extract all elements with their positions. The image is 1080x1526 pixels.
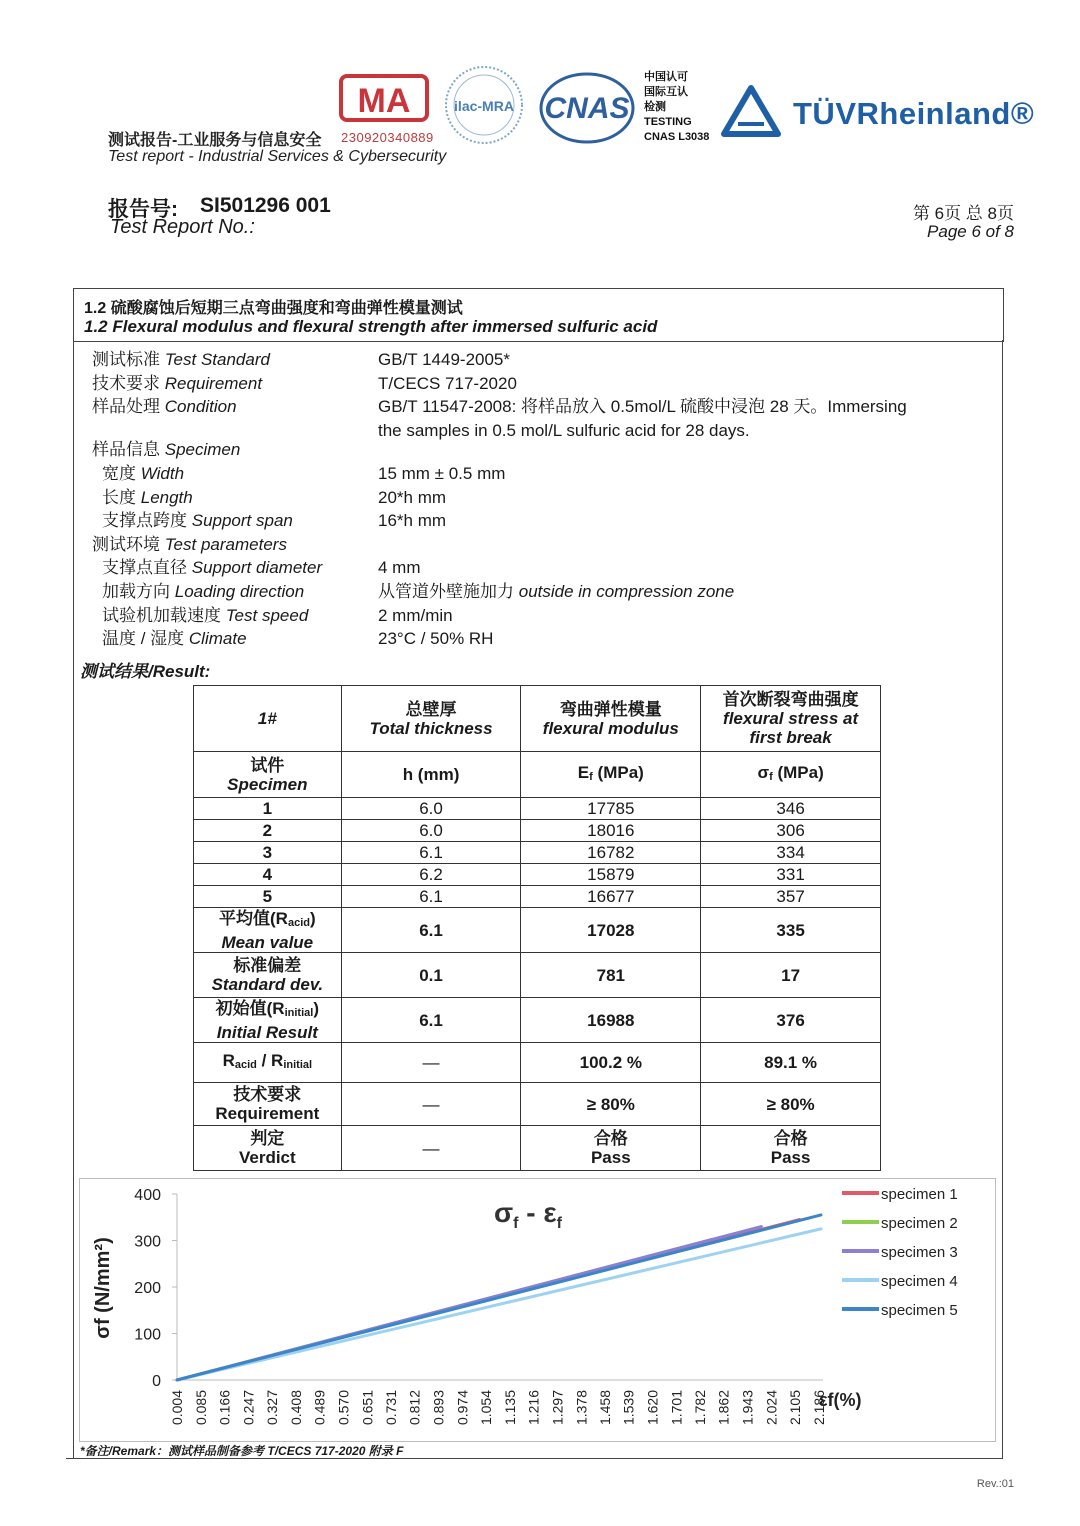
header-cell (701, 686, 881, 752)
info-key-cn: 支撑点跨度 (102, 511, 187, 531)
cma-logo (337, 72, 431, 124)
cell-h: — (341, 1126, 521, 1171)
page-number-en: Page 6 of 8 (927, 222, 1014, 241)
cnas-line: 检测 (644, 101, 666, 113)
x-tick-label: 0.651 (359, 1390, 376, 1426)
verdict-en: Pass (590, 1148, 631, 1167)
cell-s: 334 (701, 842, 881, 864)
chart-title-dash: - (518, 1197, 544, 1228)
x-tick-label: 0.731 (382, 1390, 399, 1426)
verdict-cn: 合格 (773, 1129, 808, 1148)
table-row-initial (194, 998, 881, 1043)
chart-title (494, 1197, 563, 1232)
x-tick-label: 1.782 (692, 1390, 709, 1426)
results-table (193, 685, 881, 1171)
y-tick-label: 400 (134, 1187, 161, 1204)
x-tick-label: 2.105 (787, 1390, 804, 1426)
cnas-logo-text: CNAS (544, 92, 630, 125)
cell-id: 2 (194, 820, 342, 842)
header-en: Total thickness (369, 718, 493, 738)
report-no-label-cn: 报告号: (108, 198, 178, 221)
header-en: flexural modulus (542, 718, 679, 738)
cell-id: 1 (194, 798, 342, 820)
table-row (194, 798, 881, 820)
x-tick-label: 2.186 (811, 1390, 827, 1426)
info-params (92, 533, 972, 557)
cnas-logo (538, 70, 636, 146)
table-row-std (194, 953, 881, 998)
info-key-en: Length (140, 487, 193, 507)
test-info-list (92, 348, 972, 651)
cell-e: 15879 (521, 864, 701, 886)
units-cell: h (mm) (341, 752, 521, 798)
cell-id: 4 (194, 864, 342, 886)
info-key-en: Test parameters (164, 534, 287, 554)
cma-logo-text: MA (357, 82, 411, 120)
x-tick-label: 1.135 (501, 1390, 518, 1426)
cell-h: 6.1 (341, 842, 521, 864)
cell-s: 376 (701, 998, 881, 1043)
cell-label (194, 953, 342, 998)
x-tick-label: 0.893 (430, 1390, 447, 1426)
legend-label: specimen 4 (881, 1273, 958, 1290)
info-value: 2 mm/min (378, 605, 453, 625)
x-tick-label: 0.570 (335, 1390, 352, 1426)
cnas-line: CNAS L3038 (644, 131, 710, 143)
cell-e: 18016 (521, 820, 701, 842)
x-tick-label: 0.327 (264, 1390, 281, 1426)
header-en: first break (749, 728, 832, 747)
header-cn: 总壁厚 (405, 699, 457, 719)
cell-h: 0.1 (341, 953, 521, 998)
info-key-en: Support diameter (191, 558, 323, 578)
header-cell (341, 686, 521, 752)
label-sub: initial (284, 1006, 314, 1019)
info-specimen (92, 438, 972, 462)
label-en: Verdict (238, 1148, 296, 1167)
info-key-cn: 试验机加载速度 (102, 605, 221, 625)
cell-e: 16782 (521, 842, 701, 864)
chart-x-label: εf(%) (819, 1390, 862, 1410)
cell-s: 17 (701, 953, 881, 998)
cell-id: 3 (194, 842, 342, 864)
cell-h: 6.1 (341, 886, 521, 908)
cell-label (194, 908, 342, 953)
series-line (177, 1215, 821, 1380)
header-title-cn: 测试报告-工业服务与信息安全 (108, 132, 322, 149)
chart-y-label: σf (N/mm²) (92, 1237, 114, 1339)
result-label: 测试结果/Result: (80, 662, 211, 681)
info-key-cn: 测试环境 (92, 534, 160, 554)
cell-label (194, 1126, 342, 1171)
units-en: Specimen (227, 774, 308, 794)
revision: Rev.:01 (976, 1478, 1014, 1490)
info-speed (92, 604, 972, 628)
info-value: GB/T 1449-2005* (378, 350, 510, 369)
y-tick-label: 0 (152, 1373, 161, 1390)
verdict-en: Pass (770, 1148, 811, 1167)
label-cn: 平均值(R (219, 908, 288, 928)
info-key-cn: 温度 / 湿度 (102, 629, 185, 649)
x-tick-label: 1.943 (739, 1390, 756, 1426)
table-row-requirement (194, 1083, 881, 1126)
x-tick-label: 0.974 (454, 1390, 471, 1426)
cell-e: 17028 (521, 908, 701, 953)
cell-e: 781 (521, 953, 701, 998)
cell-h: 6.2 (341, 864, 521, 886)
info-value: GB/T 11547-2008: 将样品放入 0.5mol/L 硫酸中浸泡 28 天。Immersing (378, 397, 907, 417)
cell-e: 16677 (521, 886, 701, 908)
info-key-cn: 技术要求 (92, 373, 160, 393)
cell-label (194, 1043, 342, 1083)
table-row (194, 820, 881, 842)
header-cn: 弯曲弹性模量 (559, 699, 662, 719)
info-key-en: Condition (164, 397, 237, 417)
x-tick-label: 0.004 (169, 1390, 185, 1426)
x-tick-label: 1.216 (525, 1390, 542, 1426)
unit-symbol: σ (757, 762, 770, 782)
info-width (92, 462, 972, 486)
stress-strain-chart (79, 1178, 994, 1440)
label-close: ) (309, 908, 316, 928)
section-border-right (1002, 340, 1003, 1458)
table-row-ratio (194, 1043, 881, 1083)
cell-s: 306 (701, 820, 881, 842)
cell-e: 16988 (521, 998, 701, 1043)
label-cn: 判定 (250, 1129, 285, 1148)
cell-s: 357 (701, 886, 881, 908)
info-value: T/CECS 717-2020 (378, 373, 517, 393)
header-cell: 1# (194, 686, 342, 752)
info-key-en: Loading direction (174, 581, 305, 601)
verdict-cn: 合格 (593, 1129, 628, 1148)
x-tick-label: 1.458 (596, 1390, 613, 1426)
info-key-cn: 样品处理 (92, 397, 160, 417)
info-climate (92, 627, 972, 651)
info-key-en: Test speed (225, 605, 309, 625)
x-tick-label: 1.701 (668, 1390, 685, 1426)
cell-s: 89.1 % (701, 1043, 881, 1083)
cell-label (194, 998, 342, 1043)
y-tick-label: 300 (134, 1233, 161, 1251)
table-header-row (194, 686, 881, 752)
cell-e: ≥ 80% (521, 1083, 701, 1126)
x-tick-label: 0.408 (287, 1390, 304, 1426)
header-title-en: Test report - Industrial Services & Cybersecurity (108, 148, 447, 165)
unit-sub: f (769, 770, 773, 783)
info-key-en: Specimen (164, 440, 241, 460)
chart-series (177, 1215, 821, 1380)
cell-s (701, 1126, 881, 1171)
units-cell (701, 752, 881, 798)
unit-text: (MPa) (592, 762, 644, 782)
cma-code: 230920340889 (341, 130, 434, 145)
x-tick-label: 1.297 (549, 1390, 566, 1426)
label-en: Initial Result (216, 1022, 318, 1042)
y-tick-label: 100 (134, 1326, 161, 1344)
label-cn: 初始值(R (215, 998, 285, 1018)
label-sub: acid (287, 916, 310, 929)
units-cell (194, 752, 342, 798)
table-row (194, 886, 881, 908)
info-value: 15 mm ± 0.5 mm (378, 463, 506, 483)
unit-symbol: E (577, 762, 590, 782)
label-en: Requirement (215, 1104, 320, 1123)
ratio-r2-sub: initial (283, 1058, 313, 1071)
x-tick-label: 0.085 (192, 1390, 209, 1426)
table-units-row (194, 752, 881, 798)
table-row (194, 842, 881, 864)
info-requirement (92, 372, 972, 396)
units-cn: 试件 (250, 755, 285, 775)
ratio-r2: R (271, 1050, 284, 1070)
tuv-name: TÜVRheinland® (793, 96, 1035, 131)
cell-e: 17785 (521, 798, 701, 820)
cnas-line: 国际互认 (644, 86, 688, 98)
cnas-line: 中国认可 (644, 71, 688, 83)
info-key-cn: 加载方向 (102, 581, 170, 601)
x-tick-label: 0.812 (406, 1390, 423, 1426)
cell-h: 6.1 (341, 998, 521, 1043)
cell-e (521, 1126, 701, 1171)
cell-s: ≥ 80% (701, 1083, 881, 1126)
cell-s: 331 (701, 864, 881, 886)
cell-s: 346 (701, 798, 881, 820)
info-key-en: Width (140, 463, 185, 483)
legend-label: specimen 1 (881, 1186, 958, 1203)
series-line (177, 1229, 821, 1380)
info-key-cn: 样品信息 (92, 440, 160, 460)
section-title-en: 1.2 Flexural modulus and flexural strength after immersed sulfuric acid (84, 317, 658, 336)
info-key-cn: 宽度 (102, 463, 136, 483)
info-value: the samples in 0.5 mol/L sulfuric acid for 28 days. (378, 420, 750, 440)
cell-h: 6.0 (341, 820, 521, 842)
header-cell (521, 686, 701, 752)
cnas-line: TESTING (644, 116, 692, 128)
label-en: Standard dev. (211, 975, 324, 994)
info-value-en: outside in compression zone (518, 581, 735, 601)
info-key-en: Support span (191, 511, 293, 531)
header-cn: 首次断裂弯曲强度 (722, 690, 859, 709)
report-no-value: SI501296 001 (200, 194, 331, 217)
cell-h: — (341, 1083, 521, 1126)
ratio-r1: R (222, 1050, 235, 1070)
info-key-cn: 长度 (102, 487, 136, 507)
x-tick-label: 0.489 (311, 1390, 328, 1426)
info-value: 从管道外壁施加力 (378, 581, 514, 601)
table-row-mean (194, 908, 881, 953)
x-tick-label: 1.862 (715, 1390, 732, 1426)
x-tick-label: 2.024 (763, 1390, 780, 1426)
y-axis (134, 1187, 177, 1390)
chart-title-sub-1: f (513, 1215, 519, 1232)
label-cn: 技术要求 (233, 1085, 302, 1104)
header-en: flexural stress at (723, 709, 859, 728)
report-no-label-en: Test Report No.: (110, 216, 255, 238)
cell-label (194, 1083, 342, 1126)
legend-label: specimen 2 (881, 1215, 958, 1232)
legend-label: specimen 3 (881, 1244, 958, 1261)
ilac-logo-text: ilac-MRA (454, 98, 514, 114)
cell-h: — (341, 1043, 521, 1083)
info-condition (92, 395, 972, 419)
ilac-logo (443, 64, 525, 146)
label-cn: 标准偏差 (233, 956, 302, 975)
cell-e: 100.2 % (521, 1043, 701, 1083)
info-direction (92, 580, 972, 604)
info-value: 16*h mm (378, 511, 447, 531)
label-en: Mean value (221, 932, 314, 952)
info-key-cn: 测试标准 (92, 350, 160, 369)
table-row-verdict (194, 1126, 881, 1171)
tuv-triangle-logo (720, 84, 782, 138)
legend-label: specimen 5 (881, 1302, 958, 1319)
info-length (92, 486, 972, 510)
cell-id: 5 (194, 886, 342, 908)
chart-legend (842, 1186, 958, 1319)
page-number-cn: 第 6页 总 8页 (912, 204, 1014, 223)
info-key-en: Test Standard (164, 350, 270, 369)
info-key-en: Requirement (164, 373, 263, 393)
x-tick-label: 0.247 (240, 1390, 257, 1426)
units-cell (521, 752, 701, 798)
cell-s: 335 (701, 908, 881, 953)
remark: *备注/Remark：测试样品制备参考 T/CECS 717-2020 附录 F (80, 1444, 404, 1458)
info-value: 4 mm (378, 558, 421, 578)
unit-sub: f (589, 770, 593, 783)
info-key-en: Climate (188, 629, 247, 649)
cnas-accreditation-text (644, 70, 709, 145)
x-axis (169, 1380, 827, 1425)
info-diameter (92, 556, 972, 580)
section-title-cn: 1.2 硫酸腐蚀后短期三点弯曲强度和弯曲弹性模量测试 (84, 300, 463, 317)
x-tick-label: 1.539 (620, 1390, 637, 1426)
cell-h: 6.1 (341, 908, 521, 953)
x-tick-label: 1.620 (644, 1390, 661, 1426)
chart-title-sub-2: f (556, 1215, 562, 1232)
y-tick-label: 200 (134, 1280, 161, 1297)
chart-title-main-2: ε (543, 1197, 557, 1228)
info-standard (92, 348, 972, 372)
info-span (92, 509, 972, 533)
info-value: 20*h mm (378, 487, 447, 507)
x-tick-label: 1.378 (573, 1390, 590, 1426)
ratio-sep: / (256, 1050, 272, 1070)
unit-text: (MPa) (772, 762, 824, 782)
x-tick-label: 1.054 (477, 1390, 494, 1426)
x-tick-label: 0.166 (216, 1390, 233, 1426)
label-close: ) (313, 998, 319, 1018)
info-value: 23°C / 50% RH (378, 629, 494, 649)
info-key-cn: 支撑点直径 (102, 558, 187, 578)
section-border-left (73, 340, 74, 1458)
table-row (194, 864, 881, 886)
chart-title-main-1: σ (494, 1197, 514, 1228)
ratio-r1-sub: acid (234, 1058, 257, 1071)
cell-h: 6.0 (341, 798, 521, 820)
